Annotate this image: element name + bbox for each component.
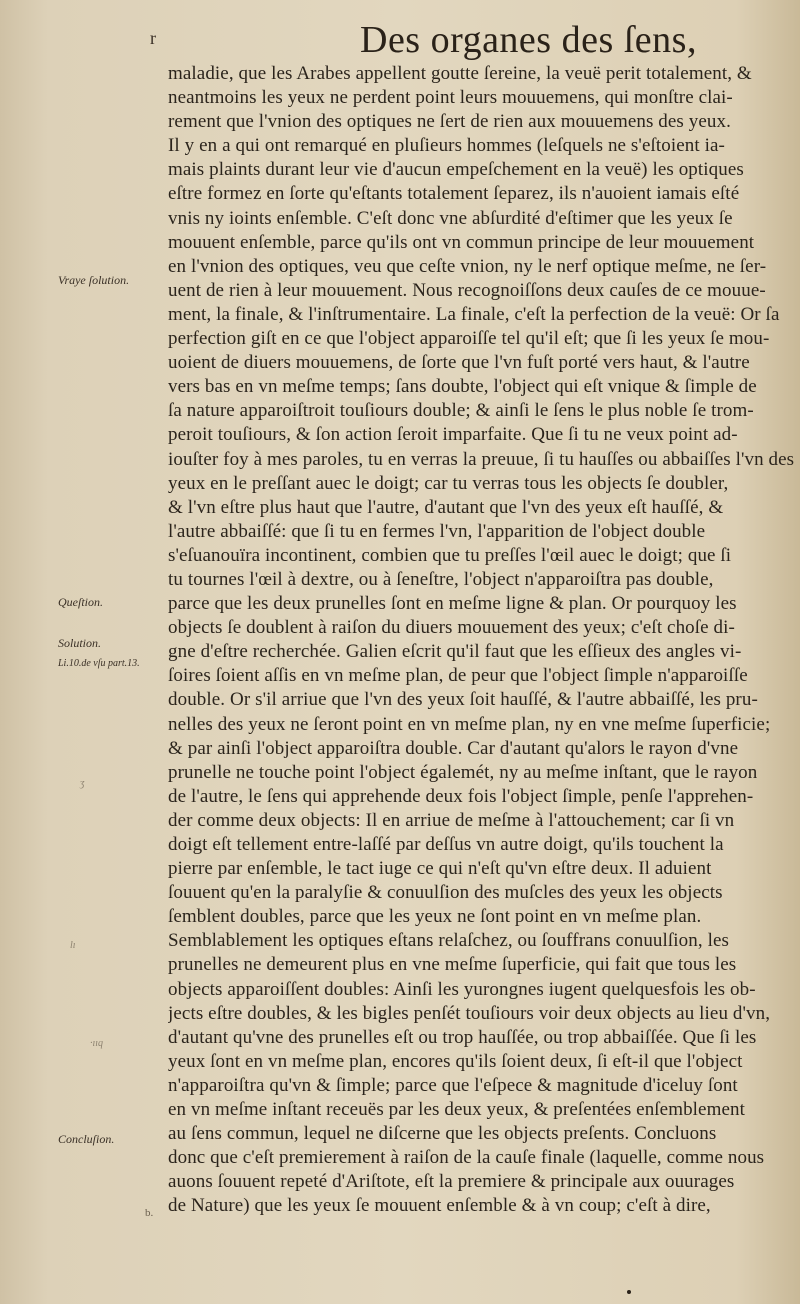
margin-note-faded-2: lı bbox=[70, 940, 76, 951]
text-line: vnis ny ioints enſemble. C'eſt donc vne abſurdité d'eſtimer que les yeux ſe bbox=[168, 207, 733, 229]
margin-note-faded-3: ·ııq bbox=[90, 1038, 104, 1049]
text-line: prunelles ne demeurent plus en vne meſme ſuperficie, qui fait que tous les bbox=[168, 954, 737, 976]
text-line: s'eſuanouïra incontinent, combien que tu preſſes l'œil auec le doigt; que ſi bbox=[168, 544, 732, 566]
text-line: pierre par enſemble, le tact iuge ce qui n'eſt qu'vn eſtre deux. Il aduient bbox=[168, 858, 712, 880]
text-line: der comme deux objects: Il en arriue de meſme à l'attouchement; car ſi vn bbox=[168, 809, 735, 831]
margin-note-solution: Solution. bbox=[58, 636, 102, 650]
text-line: l'autre abbaiſſé: que ſi tu en fermes l'vn, l'apparition de l'object double bbox=[168, 520, 706, 542]
margin-note-question: Queſtion. bbox=[58, 595, 103, 609]
text-line: n'apparoiſtra qu'vn & ſimple; parce que l'eſpece & magnitude d'iceluy ſont bbox=[168, 1074, 738, 1096]
body-text bbox=[168, 62, 796, 1219]
text-line: gne d'eſtre recherchée. Galien eſcrit qu'il faut que les eſſieux des angles vi- bbox=[168, 641, 742, 663]
margin-note-conclusion: Concluſion. bbox=[58, 1132, 115, 1146]
text-line: peroit touſiours, & ſon action ſeroit imparfaite. Que ſi tu ne veux point ad- bbox=[168, 424, 738, 446]
text-line: ſoires ſoient aſſis en vn meſme plan, de peur que l'object ſimple n'apparoiſſe bbox=[168, 665, 748, 687]
text-line: mais plaints durant leur vie d'aucun empeſchement en la veuë) les optiques bbox=[168, 159, 744, 181]
margin-note-galien-reference: Li.10.de vſu part.13. bbox=[58, 658, 140, 669]
text-line: objects ſe doublent à raiſon du diuers mouuement des yeux; c'eſt choſe di- bbox=[168, 617, 735, 639]
text-line: ſemblent doubles, parce que les yeux ne ſont point en vn meſme plan. bbox=[168, 906, 702, 928]
text-line: yeux ſont en vn meſme plan, encores qu'ils ſoient deux, ſi eſt-il que l'object bbox=[168, 1050, 743, 1072]
text-line: vers bas en vn meſme temps; ſans doubte, l'object qui eſt vnique & ſimple de bbox=[168, 376, 757, 398]
text-line: objects apparoiſſent doubles: Ainſi les yurongnes iugent quelquesfois les ob- bbox=[168, 978, 756, 1000]
text-line: ſouuent qu'en la paralyſie & conuulſion des muſcles des yeux les objects bbox=[168, 882, 723, 904]
text-line: parce que les deux prunelles ſont en meſme ligne & plan. Or pourquoy les bbox=[168, 593, 737, 615]
corner-mark: r bbox=[150, 28, 156, 48]
margin-note-faded-1: ʒ bbox=[80, 778, 85, 789]
text-line: yeux en le preſſant auec le doigt; car tu verras tous les objects ſe doubler, bbox=[168, 472, 729, 494]
text-line: au ſens commun, lequel ne diſcerne que les objects preſents. Concluons bbox=[168, 1123, 717, 1145]
text-line: en vn meſme inſtant receuës par les deux yeux, & preſentées enſemblement bbox=[168, 1099, 745, 1121]
page-header: Des organes des ſens, bbox=[360, 19, 697, 61]
text-line: maladie, que les Arabes appellent goutte ſereine, la veuë perit totalement, & bbox=[168, 63, 752, 84]
text-line: & l'vn eſtre plus haut que l'autre, d'autant que l'vn des yeux eſt hauſſé, & bbox=[168, 496, 724, 518]
text-line: uent de rien à leur mouuement. Nous recognoiſſons deux cauſes de ce mouue- bbox=[168, 279, 766, 301]
text-line: donc que c'eſt premierement à raiſon de la cauſe finale (laquelle, comme nous bbox=[168, 1147, 765, 1169]
text-line: tu tournes l'œil à dextre, ou à ſeneſtre, l'object n'apparoiſtra pas double, bbox=[168, 568, 714, 590]
text-line: Semblablement les optiques eſtans relaſchez, ou ſouffrans conuulſion, les bbox=[168, 930, 729, 952]
text-line: jects eſtre doubles, & les bigles penſét touſiours voir deux objects au lieu d'vn, bbox=[168, 1002, 771, 1024]
text-line: ſa nature apparoiſtroit touſiours double; & ainſi le ſens le plus noble ſe trom- bbox=[168, 400, 754, 422]
text-line: ment, la finale, & l'inſtrumentaire. La finale, c'eſt la perfection de la veuë: Or ſa bbox=[168, 303, 780, 325]
text-line: auons ſouuent repeté d'Ariſtote, eſt la premiere & principale aux ouurages bbox=[168, 1171, 735, 1193]
text-line: Il y en a qui ont remarqué en pluſieurs hommes (leſquels ne s'eſtoient ia- bbox=[168, 135, 725, 157]
text-line: uoient de diuers mouuemens, de ſorte que l'vn fuſt porté vers haut, & l'autre bbox=[168, 352, 750, 374]
signature-mark: b. bbox=[145, 1207, 154, 1219]
text-line: eſtre formez en ſorte qu'eſtants totalement ſeparez, ils n'auoient iamais eſté bbox=[168, 183, 740, 205]
text-line: nelles des yeux ne ſeront point en vn meſme plan, ny en vne meſme ſuperficie; bbox=[168, 713, 771, 735]
text-line: perfection giſt en ce que l'object apparoiſſe tel qu'il eſt; que ſi les yeux ſe mou- bbox=[168, 328, 770, 350]
text-line: prunelle ne touche point l'object égalemét, ny au meſme inſtant, que le rayon bbox=[168, 761, 758, 783]
text-line: de Nature) que les yeux ſe mouuent enſemble & à vn coup; c'eſt à dire, bbox=[168, 1195, 711, 1217]
text-line: neantmoins les yeux ne perdent point leurs mouuemens, qui monſtre clai- bbox=[168, 87, 733, 109]
text-line: de l'autre, le ſens qui apprehende deux fois l'object ſimple, penſe l'apprehen- bbox=[168, 785, 754, 807]
margin-note-vraye-solution: Vraye ſolution. bbox=[58, 273, 130, 287]
text-line: iouſter foy à mes paroles, tu en verras la preuue, ſi tu hauſſes ou abbaiſſes l'vn des bbox=[168, 448, 795, 470]
text-line: mouuent enſemble, parce qu'ils ont vn commun principe de leur mouuement bbox=[168, 231, 755, 253]
text-line: double. Or s'il arriue que l'vn des yeux ſoit hauſſé, & l'autre abbaiſſé, les pru- bbox=[168, 689, 758, 711]
text-line: rement que l'vnion des optiques ne ſert de rien aux mouuemens des yeux. bbox=[168, 111, 731, 133]
text-line: & par ainſi l'object apparoiſtra double. Car d'autant qu'alors le rayon d'vne bbox=[168, 737, 739, 759]
text-line: en l'vnion des optiques, veu que ceſte vnion, ny le nerf optique meſme, ne ſer- bbox=[168, 255, 767, 277]
ink-dot bbox=[627, 1290, 631, 1294]
text-line: d'autant qu'vne des prunelles eſt ou trop hauſſée, ou trop abbaiſſée. Que ſi les bbox=[168, 1026, 757, 1048]
text-line: doigt eſt tellement entre-laſſé par deſſus vn autre doigt, qu'ils touchent la bbox=[168, 834, 724, 855]
